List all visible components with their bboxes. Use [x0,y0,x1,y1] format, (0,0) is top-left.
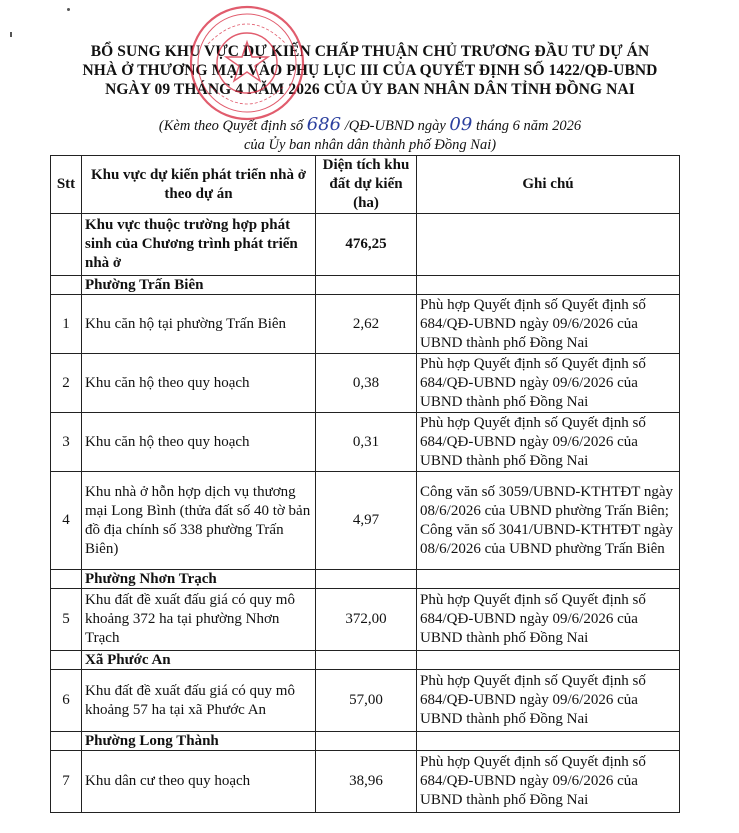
handwritten-day: 09 [449,114,473,135]
row-name: Khu căn hộ tại phường Trấn Biên [82,295,316,354]
section-note [417,732,680,751]
row-area: 38,96 [316,751,417,813]
row-stt: 1 [51,295,82,354]
row-name: Khu đất đề xuất đấu giá có quy mô khoảng 372 ha tại phường Nhơn Trạch [82,589,316,651]
row-note: Phù hợp Quyết định số Quyết định số 684/QĐ-UBND ngày 09/6/2026 của UBND thành phố Đồng Nai [417,295,680,354]
table-row [51,295,680,354]
section-stt [51,570,82,589]
section-stt [51,732,82,751]
group-area: 476,25 [316,214,417,276]
section-row [51,570,680,589]
row-stt: 3 [51,413,82,472]
section-name: Phường Trấn Biên [82,276,316,295]
section-note [417,651,680,670]
section-stt [51,276,82,295]
row-name: Khu căn hộ theo quy hoạch [82,413,316,472]
subtitle-suffix: tháng 6 năm 2026 [472,118,582,134]
row-area: 372,00 [316,589,417,651]
group-name: Khu vực thuộc trường hợp phát sinh của Chương trình phát triển nhà ở [82,214,316,276]
subtitle-prefix: (Kèm theo Quyết định số [158,118,307,134]
row-stt: 5 [51,589,82,651]
row-name: Khu đất đề xuất đấu giá có quy mô khoảng 57 ha tại xã Phước An [82,670,316,732]
row-area: 0,31 [316,413,417,472]
section-note [417,570,680,589]
row-area: 2,62 [316,295,417,354]
section-area [316,732,417,751]
header-note: Ghi chú [417,156,680,214]
table-row [51,472,680,570]
row-area: 0,38 [316,354,417,413]
table-row [51,354,680,413]
section-name: Xã Phước An [82,651,316,670]
row-area: 57,00 [316,670,417,732]
handwritten-decision-number: 686 [306,114,342,135]
row-note: Phù hợp Quyết định số Quyết định số 684/QĐ-UBND ngày 09/6/2026 của UBND thành phố Đồng Nai [417,354,680,413]
row-note: Phù hợp Quyết định số Quyết định số 684/QĐ-UBND ngày 09/6/2026 của UBND thành phố Đồng Nai [417,413,680,472]
row-stt: 4 [51,472,82,570]
title-line: NHÀ Ở THƯƠNG MẠI VÀO PHỤ LỤC III CỦA QUYẾT ĐỊNH SỐ 1422/QĐ-UBND [82,62,658,79]
title-line: BỔ SUNG KHU VỰC DỰ KIẾN CHẤP THUẬN CHỦ TRƯƠNG ĐẦU TƯ DỰ ÁN [90,43,650,60]
subtitle-middle: /QĐ-UBND ngày [341,118,450,134]
row-stt: 6 [51,670,82,732]
table-row [51,751,680,813]
row-name: Khu căn hộ theo quy hoạch [82,354,316,413]
row-name: Khu dân cư theo quy hoạch [82,751,316,813]
row-stt: 2 [51,354,82,413]
section-name: Phường Nhơn Trạch [82,570,316,589]
row-area: 4,97 [316,472,417,570]
section-area [316,651,417,670]
title-line: NGÀY 09 THÁNG 4 NĂM 2026 CỦA ỦY BAN NHÂN DÂN TỈNH ĐỒNG NAI [105,81,635,98]
table-header-row [51,156,680,214]
section-row [51,651,680,670]
header-stt: Stt [51,156,82,214]
section-area [316,570,417,589]
row-note: Phù hợp Quyết định số Quyết định số 684/QĐ-UBND ngày 09/6/2026 của UBND thành phố Đồng Nai [417,751,680,813]
row-note: Phù hợp Quyết định số Quyết định số 684/QĐ-UBND ngày 09/6/2026 của UBND thành phố Đồng Nai [417,670,680,732]
group-note [417,214,680,276]
section-stt [51,651,82,670]
header-area: Diện tích khu đất dự kiến (ha) [316,156,417,214]
section-note [417,276,680,295]
section-row [51,276,680,295]
row-name: Khu nhà ở hỗn hợp dịch vụ thương mại Long Bình (thửa đất số 40 tờ bản đồ địa chính số 338 phường Trấn Biên) [82,472,316,570]
header-area-name: Khu vực dự kiến phát triển nhà ở theo dự án [82,156,316,214]
group-row [51,214,680,276]
row-note: Phù hợp Quyết định số Quyết định số 684/QĐ-UBND ngày 09/6/2026 của UBND thành phố Đồng Nai [417,589,680,651]
section-area [316,276,417,295]
row-note: Công văn số 3059/UBND-KTHTĐT ngày 08/6/2026 của UBND phường Trấn Biên; Công văn số 3041/UBND-KTHTĐT ngày 08/6/2026 của UBND phường Trấn Biên [417,472,680,570]
row-stt: 7 [51,751,82,813]
table-row [51,589,680,651]
subtitle-line-2: của Ủy ban nhân dân thành phố Đồng Nai) [243,137,497,153]
areas-table [50,155,680,813]
section-row [51,732,680,751]
table-row [51,413,680,472]
section-name: Phường Long Thành [82,732,316,751]
table-row [51,670,680,732]
group-stt [51,214,82,276]
